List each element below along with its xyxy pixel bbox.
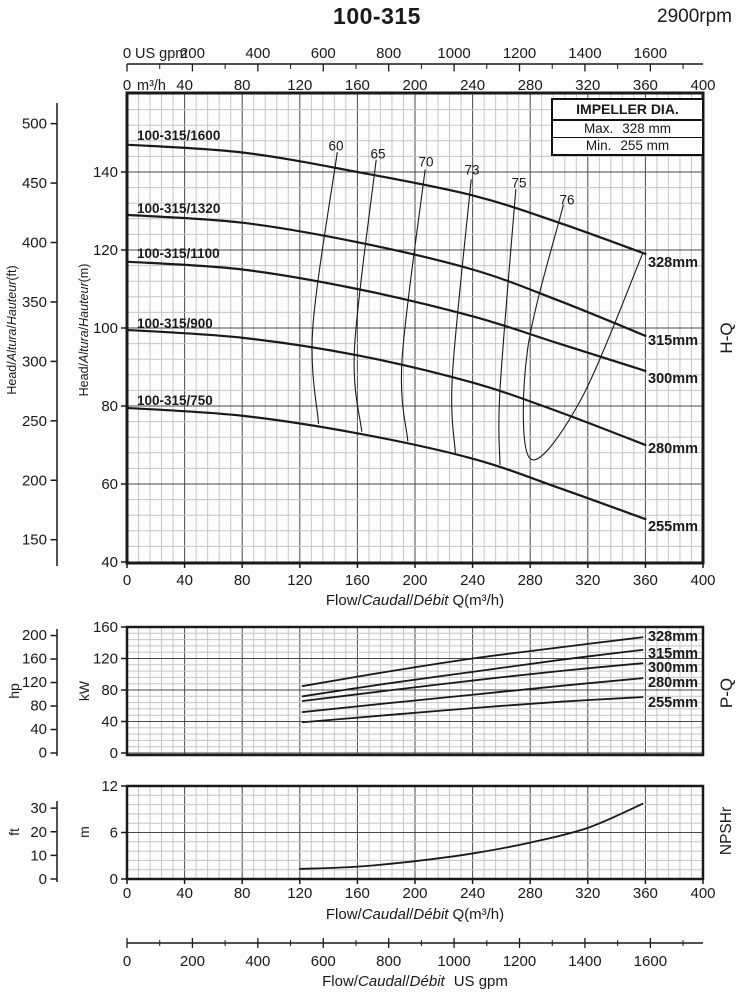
efficiency-label-65: 65 [370, 146, 386, 162]
tick-label: 320 [575, 572, 601, 589]
tick-label: 80 [101, 682, 118, 699]
tick-label: 0 [109, 745, 118, 762]
label-segment: 255 mm [620, 138, 670, 153]
tick-label: 100 [92, 320, 118, 337]
tick-label: 200 [21, 472, 47, 490]
tick-label: 0 [122, 45, 132, 62]
tick-label: 0 [122, 953, 132, 970]
tick-label: 800 [376, 953, 402, 970]
tick-label: 600 [310, 953, 336, 970]
tick-label: 400 [21, 234, 47, 252]
tick-label: 500 [21, 115, 47, 133]
dia-label-hq-280: 280mm [648, 441, 698, 457]
tick-label: 800 [376, 45, 402, 62]
tick-label: 280 [517, 572, 543, 589]
label-segment: Débit [409, 973, 445, 990]
y-axis-label-m: m [76, 826, 92, 838]
tick-label: 400 [690, 572, 716, 589]
efficiency-label-76: 76 [559, 192, 575, 208]
label-segment: / [409, 906, 414, 923]
label-segment: Max. [583, 121, 614, 136]
tick-label: 160 [21, 650, 47, 668]
tick-label: 400 [690, 885, 716, 902]
tick-label: 1400 [568, 953, 602, 970]
label-segment: Flow/ [322, 973, 358, 990]
dia-label-hq-255: 255mm [648, 519, 698, 535]
tick-label: 350 [21, 293, 47, 311]
tick-label: 120 [92, 650, 118, 668]
tick-label: 80 [101, 398, 118, 415]
tick-label: 1000 [437, 45, 471, 62]
efficiency-label-73: 73 [464, 162, 480, 178]
tick-label: 250 [21, 412, 47, 430]
tick-label: 40 [30, 721, 47, 739]
tick-label: 40 [176, 572, 193, 589]
impeller-dia-max-row [553, 121, 702, 138]
dia-label-pq-315: 315mm [648, 646, 698, 662]
tick-label: 280 [517, 77, 543, 94]
tick-label: 40 [101, 554, 118, 571]
y-axis-label-ft: ft [6, 828, 22, 836]
rpm-label: 2900rpm [657, 6, 732, 27]
section-label-npshr: NPSHr [718, 806, 735, 856]
label-segment: / [405, 973, 410, 990]
y-axis-label-head-m [77, 264, 91, 397]
tick-label: 200 [21, 627, 47, 645]
tick-label: 120 [287, 77, 313, 94]
tick-label: 80 [233, 572, 251, 589]
dia-label-pq-255: 255mm [648, 695, 698, 711]
label-segment: Débit [413, 906, 449, 923]
tick-label: 450 [21, 175, 47, 193]
top-gpm-axis [123, 45, 716, 94]
impeller-dia-min-row [553, 138, 702, 154]
tick-label: 80 [30, 697, 47, 715]
axis-unit-label: m³/h [137, 78, 166, 94]
tick-label: 40 [101, 713, 118, 731]
y-axis-label-kw: kW [76, 680, 92, 702]
curve-label-1600: 100-315/1600 [137, 128, 221, 143]
label-segment: Altura [77, 330, 91, 364]
tick-label: 1600 [633, 45, 668, 62]
tick-label: 150 [21, 531, 47, 549]
label-segment: Head/ [5, 361, 19, 395]
tick-label: 240 [460, 885, 486, 902]
tick-label: 80 [233, 885, 251, 902]
hq-chart [22, 93, 716, 589]
y-axis-label-hp: hp [6, 683, 22, 699]
dia-label-hq-300: 300mm [648, 371, 698, 387]
curve-label-900: 100-315/900 [137, 316, 213, 331]
tick-label: 200 [402, 572, 428, 589]
impeller-dia-title: IMPELLER DIA. [553, 100, 702, 121]
label-segment: Flow/ [325, 906, 362, 923]
tick-label: 240 [460, 572, 486, 589]
tick-label: 400 [690, 77, 716, 94]
label-segment: Head/ [77, 363, 91, 397]
curve-label-1100: 100-315/1100 [137, 246, 220, 261]
tick-label: 20 [30, 823, 47, 841]
tick-label: 360 [632, 885, 658, 902]
label-segment: Caudal [357, 973, 406, 990]
label-segment: Caudal [361, 592, 410, 609]
tick-label: 30 [30, 800, 47, 818]
axis-unit-label: US gpm [135, 46, 188, 62]
label-segment: 328 mm [622, 121, 672, 136]
tick-label: 200 [179, 953, 205, 970]
label-segment: Q(m³/h) [452, 906, 505, 923]
tick-label: 400 [245, 953, 271, 970]
label-segment: / [5, 325, 19, 329]
tick-label: 60 [101, 476, 118, 493]
x-axis-title-npsh [127, 906, 703, 923]
tick-label: 80 [233, 77, 251, 94]
label-segment: Altura [5, 328, 19, 362]
label-segment: (ft) [5, 265, 19, 281]
tick-label: 6 [109, 824, 118, 842]
tick-label: 0 [109, 871, 118, 888]
label-segment: Caudal [361, 906, 410, 923]
tick-label: 600 [310, 45, 336, 62]
curve-label-750: 100-315/750 [137, 393, 213, 408]
tick-label: 360 [632, 77, 658, 94]
tick-label: 120 [92, 242, 118, 259]
tick-label: 0 [122, 885, 132, 902]
tick-label: 140 [92, 164, 118, 181]
tick-label: 320 [575, 885, 601, 902]
tick-label: 160 [344, 572, 370, 589]
tick-label: 160 [92, 619, 118, 636]
tick-label: 40 [176, 885, 193, 902]
tick-label: 0 [122, 77, 132, 94]
efficiency-label-60: 60 [328, 138, 344, 154]
impeller-dia-box [551, 98, 704, 156]
label-segment: Q(m³/h) [452, 592, 505, 609]
tick-label: 360 [632, 572, 658, 589]
label-segment: Hauteur [5, 280, 19, 326]
tick-label: 0 [38, 871, 47, 888]
tick-label: 1600 [633, 953, 668, 970]
tick-label: 1200 [502, 45, 537, 62]
y-axis-label-head-ft [5, 265, 19, 394]
dia-label-pq-300: 300mm [648, 660, 698, 676]
tick-label: 1400 [568, 45, 602, 62]
tick-label: 200 [402, 885, 428, 902]
tick-label: 10 [30, 847, 47, 865]
dia-label-pq-328: 328mm [648, 629, 698, 645]
tick-label: 320 [575, 77, 601, 94]
dia-label-pq-280: 280mm [648, 675, 698, 691]
tick-label: 120 [21, 674, 47, 692]
label-segment: Débit [413, 592, 449, 609]
tick-label: 1000 [437, 953, 471, 970]
tick-label: 400 [245, 45, 271, 62]
bottom-gpm-axis [123, 938, 703, 970]
label-segment: US gpm [453, 973, 508, 990]
page-title: 100-315 [333, 3, 421, 29]
tick-label: 200 [402, 77, 428, 94]
npsh-chart [30, 778, 715, 902]
x-axis-title-main [127, 592, 703, 609]
tick-label: 300 [21, 353, 47, 371]
section-label-hq: H-Q [717, 322, 736, 354]
label-segment: Flow/ [325, 592, 362, 609]
tick-label: 160 [344, 885, 370, 902]
pq-chart [22, 619, 703, 762]
tick-label: 0 [38, 744, 47, 762]
tick-label: 0 [122, 572, 132, 589]
efficiency-curve [312, 153, 337, 424]
head-curve [127, 408, 645, 519]
label-segment: / [409, 592, 414, 609]
tick-label: 160 [344, 77, 370, 94]
tick-label: 12 [101, 778, 118, 795]
label-segment: Hauteur [77, 282, 91, 327]
efficiency-label-75: 75 [511, 175, 527, 191]
label-segment: (m) [77, 263, 91, 283]
label-segment: / [77, 326, 91, 331]
efficiency-curve [401, 170, 425, 441]
tick-label: 280 [517, 885, 543, 902]
tick-label: 120 [287, 572, 313, 589]
dia-label-hq-328: 328mm [648, 255, 698, 271]
tick-label: 120 [287, 885, 313, 902]
label-segment: Min. [585, 138, 612, 153]
section-label-pq: P-Q [717, 677, 736, 709]
dia-label-hq-315: 315mm [648, 333, 698, 349]
tick-label: 200 [179, 45, 205, 62]
x-axis-title-gpm [127, 973, 703, 990]
curve-label-1320: 100-315/1320 [137, 201, 221, 216]
tick-label: 1200 [502, 953, 537, 970]
tick-label: 40 [176, 77, 193, 94]
tick-label: 240 [460, 77, 486, 94]
efficiency-label-70: 70 [418, 154, 434, 170]
